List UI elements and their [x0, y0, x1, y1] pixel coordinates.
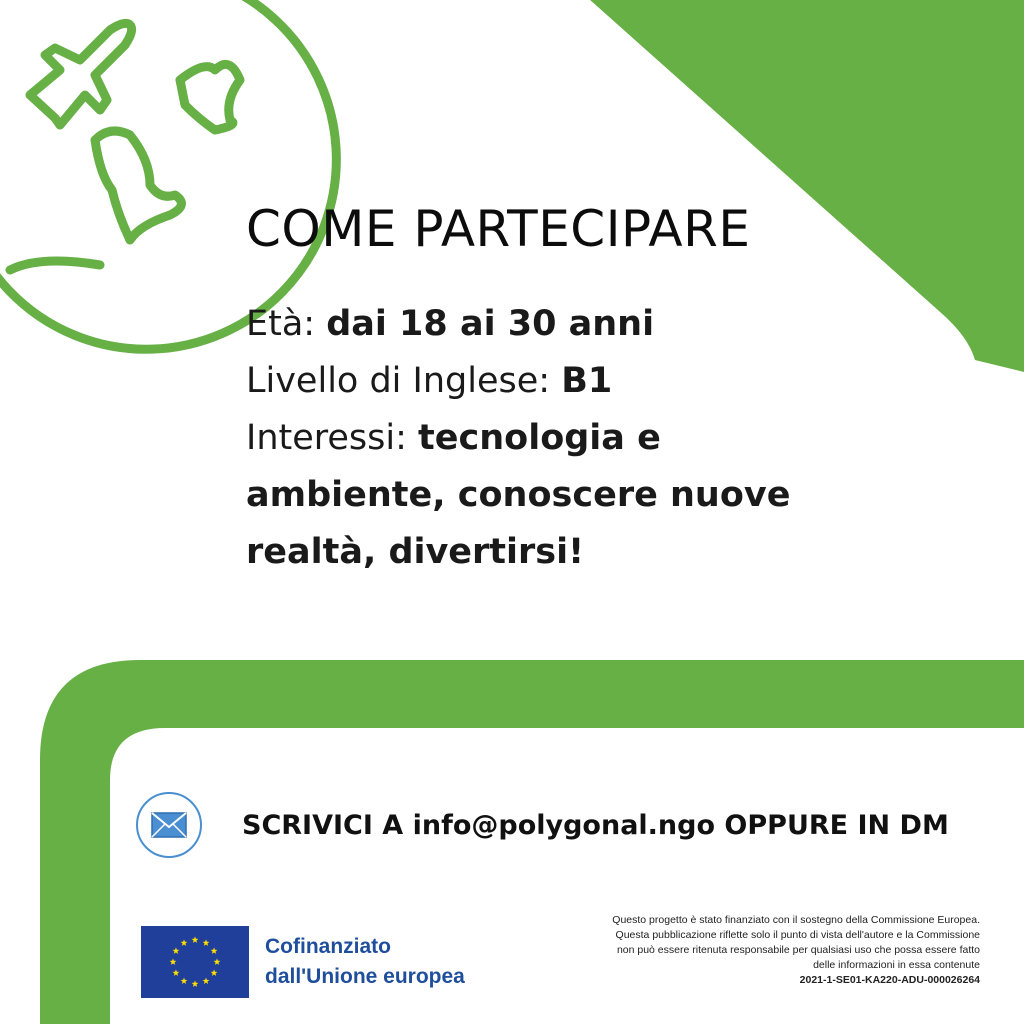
age-line	[246, 296, 886, 353]
interests-value-2: ambiente, conoscere nuove	[246, 475, 791, 515]
disclaimer	[510, 913, 980, 988]
requirements-block	[246, 296, 886, 581]
eu-line-2: dall'Unione europea	[265, 965, 465, 988]
page-title: COME PARTECIPARE	[246, 200, 751, 258]
interests-value-3: realtà, divertirsi!	[246, 532, 585, 572]
interests-and: e	[624, 418, 661, 458]
disclaimer-line-1: Questo progetto è stato finanziato con il sostegno della Commissione Europea.	[612, 914, 980, 926]
eu-flag-icon	[141, 926, 249, 998]
english-line	[246, 353, 886, 410]
age-label: Età:	[246, 304, 327, 344]
interests-line	[246, 410, 886, 467]
english-value: B1	[561, 361, 613, 401]
english-label: Livello di Inglese:	[246, 361, 562, 401]
eu-cofunding	[141, 926, 465, 998]
disclaimer-line-2: Questa pubblicazione riflette solo il punto di vista dell'autore e la Commissione	[615, 929, 980, 941]
interests-line-2	[246, 467, 886, 524]
contact-row	[136, 790, 949, 860]
interests-label: Interessi:	[246, 418, 419, 458]
interests-value-1: tecnologia	[418, 418, 625, 458]
mail-icon[interactable]	[136, 792, 202, 858]
disclaimer-line-4: delle informazioni in essa contenute	[813, 959, 980, 971]
contact-text[interactable]: SCRIVICI A info@polygonal.ngo OPPURE IN DM	[242, 809, 949, 841]
age-value: dai 18 ai 30 anni	[326, 304, 655, 344]
disclaimer-line-3: non può essere ritenuta responsabile per qualsiasi uso che possa essere fatto	[616, 944, 980, 956]
envelope-icon	[151, 812, 187, 838]
eu-line-1: Cofinanziato	[265, 935, 391, 958]
interests-line-3	[246, 524, 886, 581]
eu-text	[265, 932, 465, 992]
project-code: 2021-1-SE01-KA220-ADU-000026264	[799, 974, 980, 986]
